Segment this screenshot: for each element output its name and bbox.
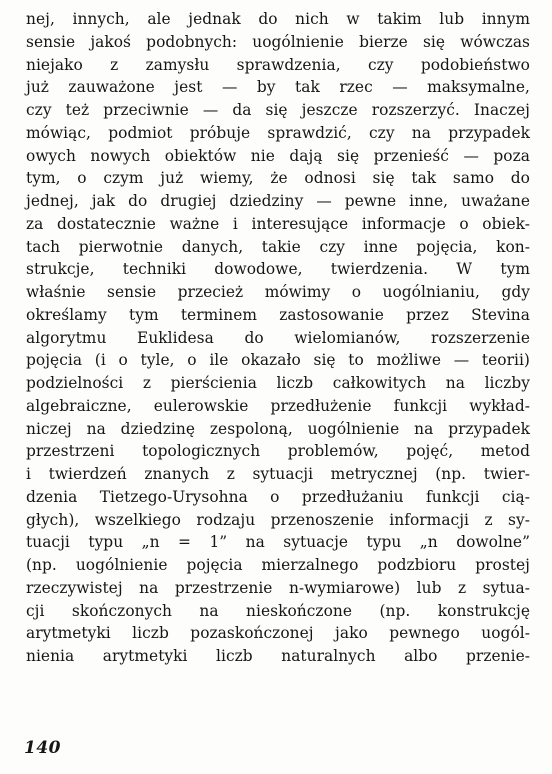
text-line: głych), wszelkiego rodzaju przenoszenie informacji z sy- xyxy=(26,510,530,529)
text-line: podzielności z pierścienia liczb całkowitych na liczby xyxy=(26,374,530,392)
text-line: niejako z zamysłu sprawdzenia, czy podobieństwo xyxy=(26,55,530,74)
text-line: pojęcia (i o tyle, o ile okazało się to możliwe — teorii) xyxy=(26,351,530,370)
text-line: sensie jakoś podobnych: uogólnienie bierze się wówczas xyxy=(26,32,530,51)
text-line: czy też przeciwnie — da się jeszcze rozszerzyć. Inaczej xyxy=(26,101,530,119)
text-line: cji skończonych na nieskończone (np. konstrukcję xyxy=(26,601,530,620)
text-line: właśnie sensie przecież mówimy o uogólnianiu, gdy xyxy=(26,283,530,301)
text-line: algebraiczne, eulerowskie przedłużenie funkcji wykład- xyxy=(26,396,530,415)
text-line: strukcje, techniki dowodowe, twierdzenia. W tym xyxy=(26,260,530,279)
text-line: określamy tym terminem zastosowanie przez Stevina xyxy=(26,305,530,324)
text-line: owych nowych obiektów nie dają się przenieść — poza xyxy=(26,146,530,165)
text-line: algorytmu Euklidesa do wielomianów, rozszerzenie xyxy=(26,328,530,347)
text-line: mówiąc, podmiot próbuje sprawdzić, czy na przypadek xyxy=(26,123,530,142)
text-line: tym, o czym już wiemy, że odnosi się tak samo do xyxy=(26,169,530,188)
text-line: tuacji typu „n = 1” na sytuacje typu „n dowolne” xyxy=(26,533,530,552)
text-line: już zauważone jest — by tak rzec — maksymalne, xyxy=(26,78,530,97)
body-text xyxy=(26,8,530,668)
text-line: przestrzeni topologicznych problemów, pojęć, metod xyxy=(26,442,530,461)
text-line: niczej na dziedzinę zespoloną, uogólnienie na przypadek xyxy=(26,419,530,438)
text-line: jednej, jak do drugiej dziedziny — pewne inne, uważane xyxy=(26,192,530,210)
page-number: 140 xyxy=(24,738,61,758)
text-line: i twierdzeń znanych z sytuacji metrycznej (np. twier- xyxy=(26,465,530,483)
text-line: dzenia Tietzego-Urysohna o przedłużaniu funkcji cią- xyxy=(26,487,530,506)
text-line: (np. uogólnienie pojęcia mierzalnego podzbioru prostej xyxy=(26,556,530,574)
text-line: nienia arytmetyki liczb naturalnych albo przenie- xyxy=(26,647,530,665)
text-line: nej, innych, ale jednak do nich w takim lub innym xyxy=(26,10,530,28)
text-line: rzeczywistej na przestrzenie n-wymiarowe) lub z sytua- xyxy=(26,578,530,597)
text-line: arytmetyki liczb pozaskończonej jako pewnego uogól- xyxy=(26,624,530,643)
text-line: tach pierwotnie danych, takie czy inne pojęcia, kon- xyxy=(26,237,530,256)
text-line: za dostatecznie ważne i interesujące informacje o obiek- xyxy=(26,214,530,233)
